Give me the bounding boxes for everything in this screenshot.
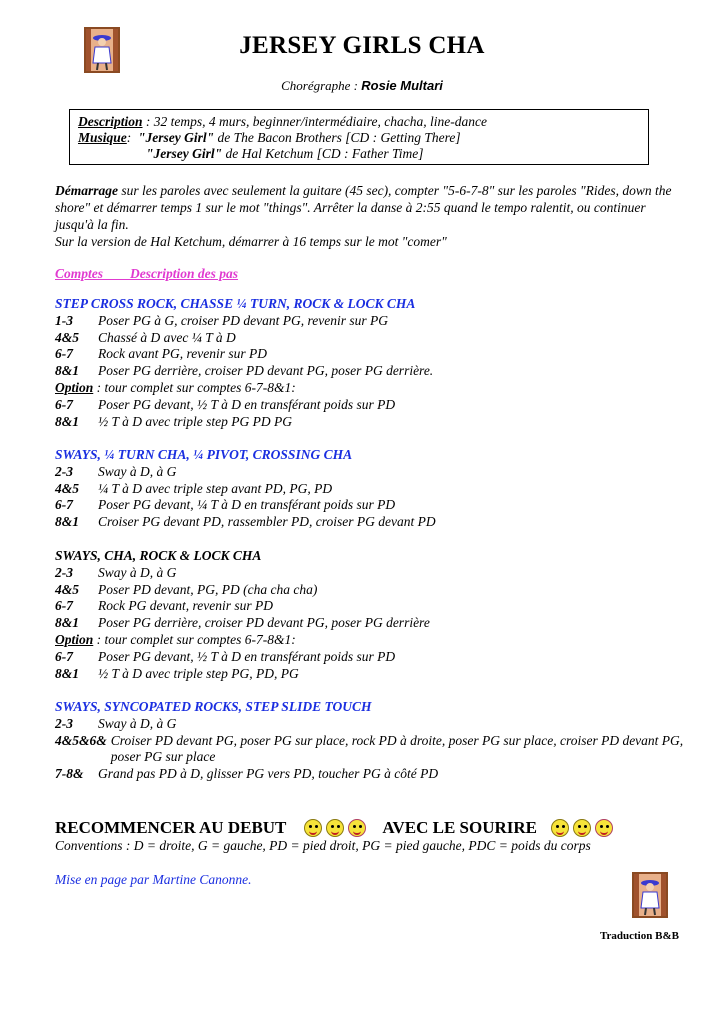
start-label: Démarrage (55, 183, 118, 198)
music-separator: : (126, 130, 139, 145)
step-count: 4&5 (55, 329, 80, 345)
smiley-girl-icon (348, 819, 366, 837)
step-row (55, 414, 695, 431)
step-text: ½ T à D avec triple step PG PD PG (98, 413, 292, 429)
layout-credit: Mise en page par Martine Canonne. (55, 872, 252, 887)
step-row (55, 666, 695, 683)
step-text: Poser PG devant, ½ T à D en transférant poids sur PD (98, 648, 396, 664)
step-count: 8&1 (55, 514, 80, 530)
step-count: 8&1 (55, 413, 80, 429)
section-4 (55, 699, 695, 783)
comptes-header: Comptes Description des pas (55, 266, 239, 281)
option-text: : tour complet sur comptes 6-7-8&1: (93, 631, 296, 647)
dancer-logo-bottom (632, 872, 668, 918)
description-text: : 32 temps, 4 murs, beginner/intermédiaire, chacha, line-dance (142, 114, 487, 129)
translation-credit: Traduction B&B (600, 930, 679, 942)
step-row (55, 565, 695, 582)
option-line (55, 380, 695, 397)
step-row (55, 397, 695, 414)
step-text: Poser PG derrière, croiser PD devant PG, poser PG derrière (98, 615, 430, 631)
step-text: ½ T à D avec triple step PG, PD, PG (98, 665, 299, 681)
step-text: Poser PG devant, ¼ T à D en transférant poids sur PD (98, 497, 396, 513)
step-text-content: Croiser PD devant PG, poser PG sur place, rock PD à droite, poser PG sur place, croiser PD devant PG, poser PG sur place (110, 732, 684, 765)
smiley-icon (551, 819, 569, 837)
step-count: 1-3 (55, 312, 73, 328)
section-1 (55, 296, 695, 430)
step-row (55, 615, 695, 632)
step-text: Rock PG devant, revenir sur PD (98, 598, 273, 614)
step-text: Poser PG à G, croiser PD devant PG, revenir sur PG (98, 312, 388, 328)
step-count: 8&1 (55, 363, 80, 379)
step-count: 4&5 (55, 480, 80, 496)
description-line (78, 114, 640, 130)
step-text: Poser PD devant, PG, PD (cha cha cha) (98, 581, 318, 597)
section-2 (55, 447, 695, 531)
step-text: Poser PG devant, ½ T à D en transférant poids sur PD (98, 396, 396, 412)
choreographer-label: Chorégraphe : (281, 78, 362, 93)
step-count: 7-8& (55, 766, 84, 782)
step-count: 2-3 (55, 564, 73, 580)
step-row (55, 313, 695, 330)
step-count: 2-3 (55, 715, 73, 731)
step-count: 2-3 (55, 463, 73, 479)
music-1-title: "Jersey Girl" (138, 130, 215, 145)
step-text: Croiser PG devant PD, rassembler PD, croiser PG devant PD (98, 514, 436, 530)
step-row (55, 582, 695, 599)
step-row (55, 497, 695, 514)
section-title: STEP CROSS ROCK, CHASSE ¼ TURN, ROCK & LOCK CHA (55, 296, 416, 311)
step-text: Grand pas PD à D, glisser PG vers PD, toucher PG à côté PD (98, 766, 439, 782)
smiley-icon (573, 819, 591, 837)
step-count: 4&5 (55, 581, 80, 597)
section-title: SWAYS, ¼ TURN CHA, ¼ PIVOT, CROSSING CHA (55, 447, 353, 462)
step-count: 6-7 (55, 497, 73, 513)
step-text: Sway à D, à G (98, 463, 177, 479)
start-text: sur les paroles avec seulement la guitare (45 sec), compter "5-6-7-8" sur les paroles "Rides, down the shore" et démarrer temps 1 sur le mot "things". Arrêter la danse à 2:55 quand le tempo ralentit, ou continuer jusqu'à la fin. (55, 183, 672, 232)
step-row (55, 481, 695, 498)
music-2-title: "Jersey Girl" (146, 146, 223, 161)
step-text: Sway à D, à G (98, 564, 177, 580)
option-label: Option (55, 631, 94, 647)
conventions-line: Conventions : D = droite, G = gauche, PD = pied droit, PG = pied gauche, PDC = poids du corps (55, 838, 591, 853)
step-text: Sway à D, à G (98, 715, 177, 731)
step-count: 6-7 (55, 648, 73, 664)
step-row (55, 464, 695, 481)
section-title: SWAYS, CHA, ROCK & LOCK CHA (55, 548, 262, 563)
step-count: 4&5&6& (55, 732, 107, 748)
step-row (55, 346, 695, 363)
music-2-rest: de Hal Ketchum [CD : Father Time] (222, 146, 424, 161)
step-text (111, 733, 695, 767)
step-count: 6-7 (55, 346, 73, 362)
step-row (55, 514, 695, 531)
description-label: Description (78, 114, 143, 129)
music-line-1 (78, 130, 640, 146)
smile-text: AVEC LE SOURIRE (382, 818, 538, 837)
step-count: 6-7 (55, 396, 73, 412)
music-line-2 (78, 146, 640, 162)
step-row (55, 766, 695, 783)
section-title: SWAYS, SYNCOPATED ROCKS, STEP SLIDE TOUCH (55, 699, 372, 714)
step-row (55, 598, 695, 615)
music-1-rest: de The Bacon Brothers [CD : Getting There] (214, 130, 461, 145)
step-count: 6-7 (55, 598, 73, 614)
description-box (69, 109, 649, 165)
step-row (55, 733, 695, 767)
smiley-icon (326, 819, 344, 837)
option-text: : tour complet sur comptes 6-7-8&1: (93, 379, 296, 395)
step-row (55, 716, 695, 733)
step-row (55, 363, 695, 380)
step-text: Chassé à D avec ¼ T à D (98, 329, 236, 345)
option-label: Option (55, 379, 94, 395)
choreographer-line (0, 78, 724, 94)
choreographer-name: Rosie Multari (361, 78, 443, 93)
step-row (55, 649, 695, 666)
smiley-girl-icon (595, 819, 613, 837)
restart-line (55, 818, 617, 838)
page-title: JERSEY GIRLS CHA (239, 32, 485, 59)
step-count: 8&1 (55, 615, 80, 631)
intro-paragraph (55, 182, 685, 250)
section-3 (55, 548, 695, 682)
step-text: ¼ T à D avec triple step avant PD, PG, PD (98, 480, 333, 496)
step-text: Rock avant PG, revenir sur PD (98, 346, 267, 362)
step-text: Poser PG derrière, croiser PD devant PG, poser PG derrière. (98, 363, 434, 379)
smiley-icon (304, 819, 322, 837)
option-line (55, 632, 695, 649)
music-label: Musique (78, 130, 127, 145)
hal-ketchum-note: Sur la version de Hal Ketchum, démarrer à 16 temps sur le mot "comer" (55, 234, 447, 249)
restart-text: RECOMMENCER AU DEBUT (55, 818, 287, 837)
step-row (55, 330, 695, 347)
step-count: 8&1 (55, 665, 80, 681)
